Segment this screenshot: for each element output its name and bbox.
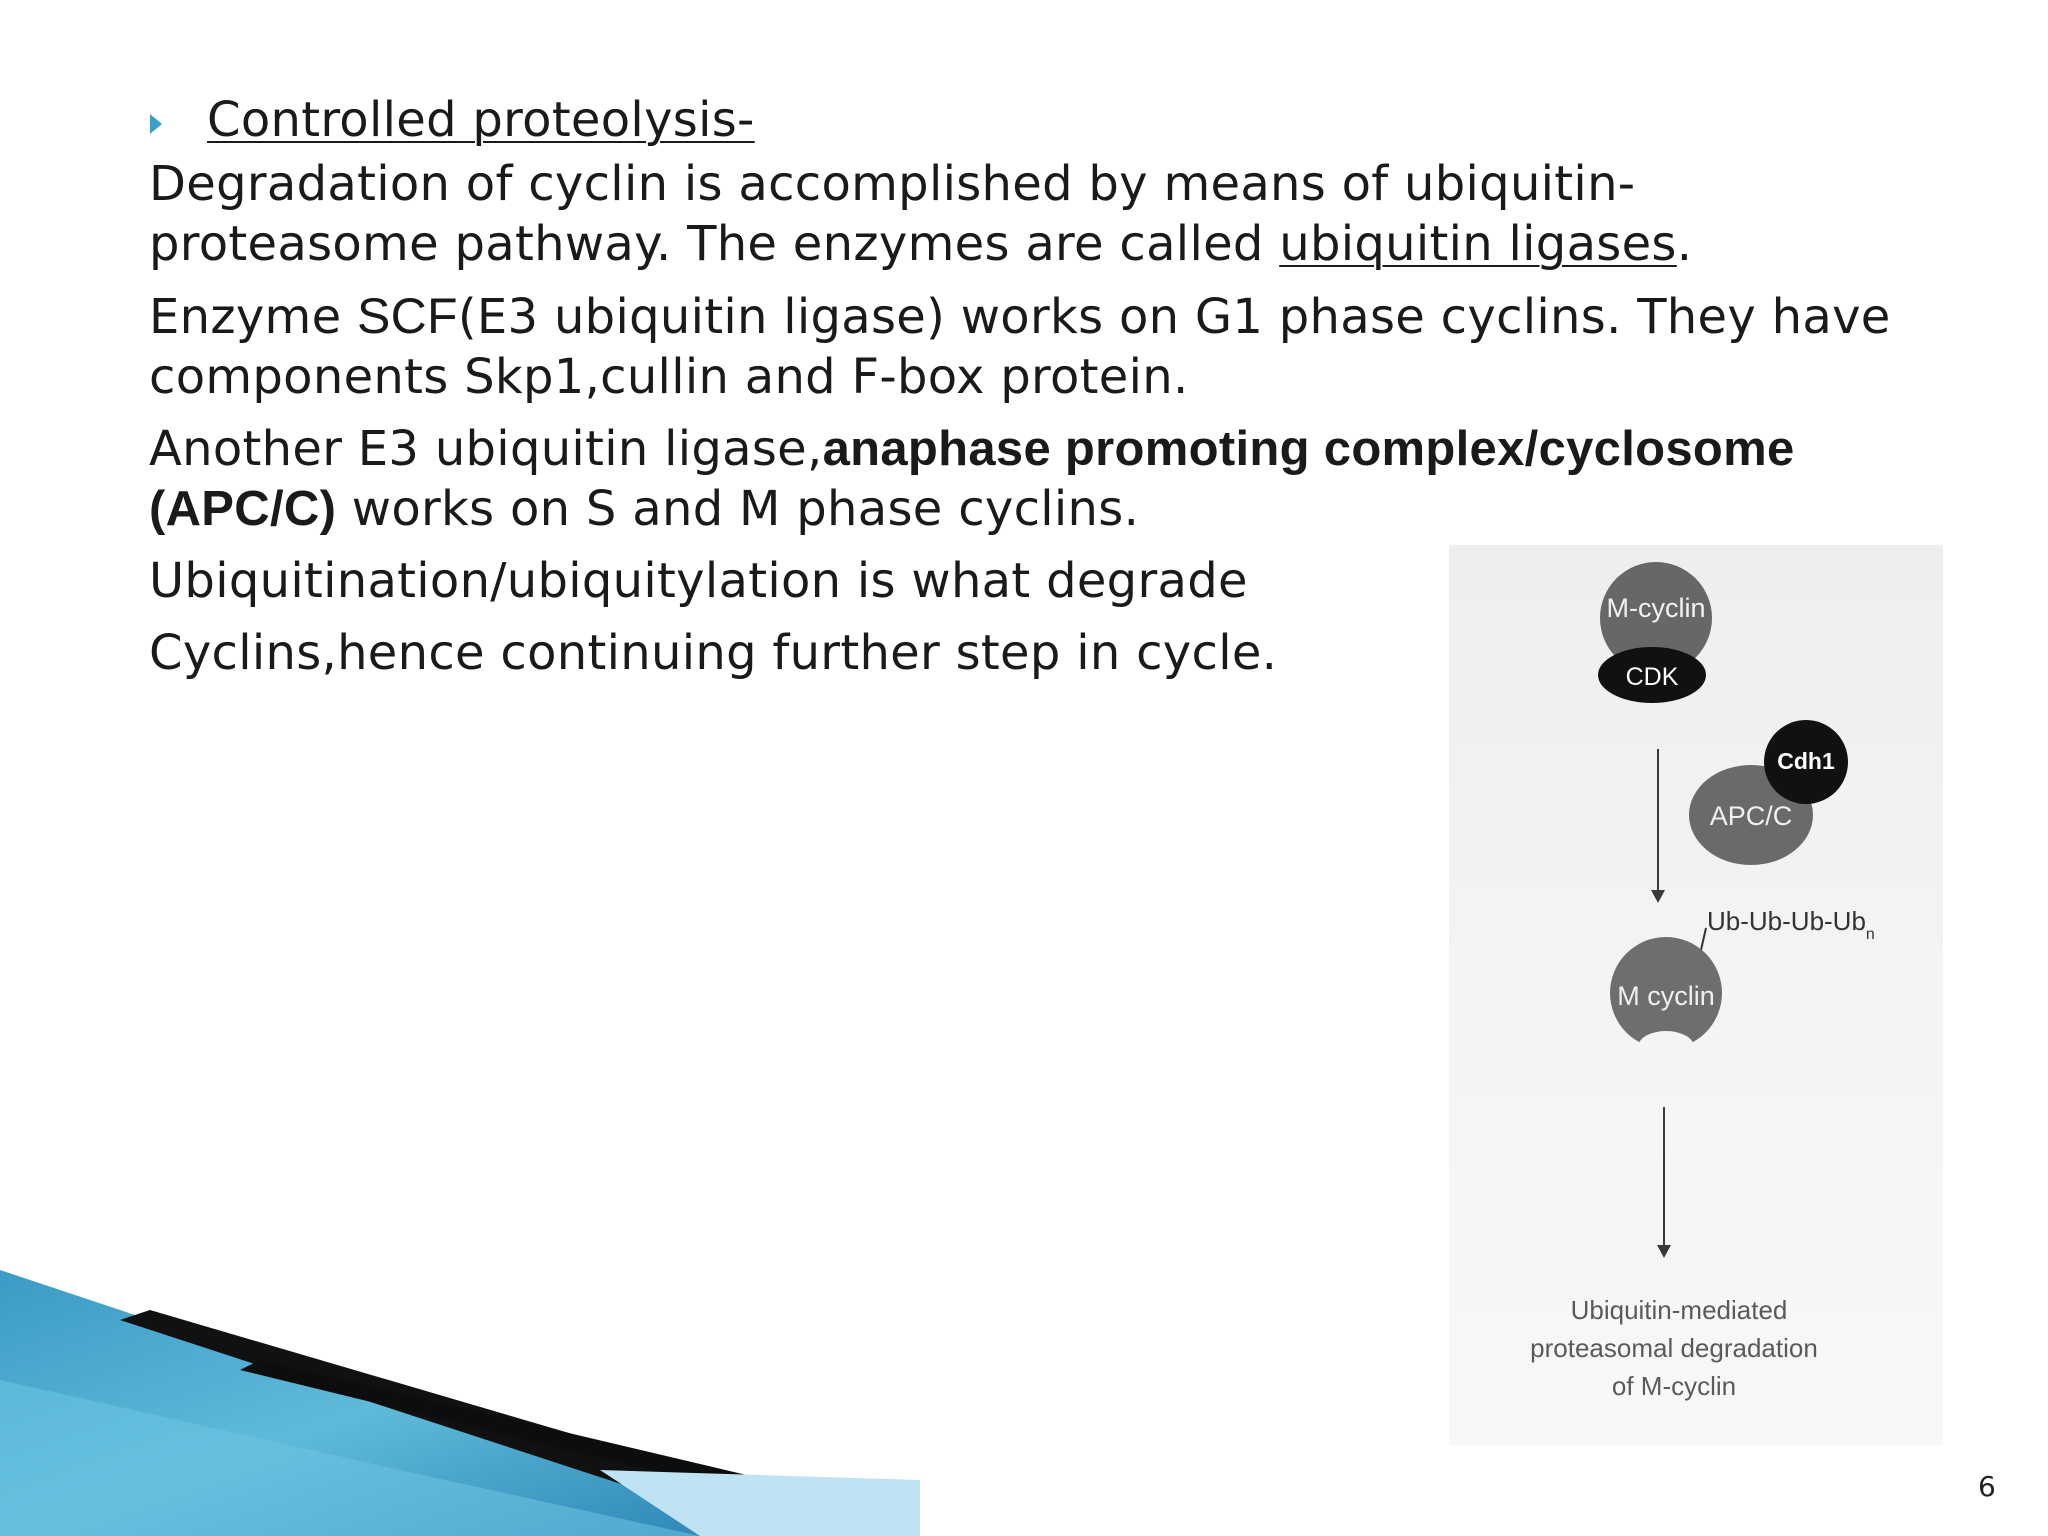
cdh1-label: Cdh1: [1777, 748, 1835, 774]
arrowhead-2: [1657, 1245, 1671, 1258]
paragraph-scf: Enzyme SCF(E3 ubiquitin ligase) works on G1 phase cyclins. They have components Skp1,cullin and F-box protein.: [149, 288, 1891, 405]
caption-line-1: Ubiquitin-mediated: [1570, 1295, 1788, 1325]
paragraph-ubiquitination: Ubiquitination/ubiquitylation is what degrade: [149, 553, 1248, 609]
corner-swoosh-decoration: [0, 1270, 920, 1536]
ub-tether: [1701, 928, 1706, 950]
apc-term: anaphase promoting complex/cyclosome: [822, 422, 1795, 476]
apcc-label: APC/C: [1709, 801, 1793, 831]
apc-abbrev: (APC/C): [149, 482, 337, 536]
m-cyclin2-label: M cyclin: [1617, 981, 1715, 1011]
caption-line-3: of M-cyclin: [1611, 1371, 1737, 1401]
slide-heading: Controlled proteolysis-: [207, 92, 755, 148]
arrowhead-1: [1651, 890, 1665, 903]
paragraph-degradation: Degradation of cyclin is accomplished by means of ubiquitin- proteasome pathway. The enzymes are called ubiquitin ligases.: [149, 156, 1693, 272]
ubiquitin-ligases-term: ubiquitin ligases: [1279, 216, 1677, 272]
cdk-label: CDK: [1625, 663, 1679, 691]
ub-subscript: n: [1865, 926, 1875, 943]
apc-pathway-figure: [1449, 545, 1943, 1445]
scf-term: SCF: [357, 288, 458, 344]
caption-line-2: proteasomal degradation: [1530, 1333, 1818, 1363]
paragraph-apc: Another E3 ubiquitin ligase,anaphase promoting complex/cyclosome (APC/C) works on S and M phase cyclins.: [149, 421, 1795, 537]
page-number: 6: [1978, 1470, 1996, 1503]
m-cyclin-label: M-cyclin: [1606, 593, 1706, 623]
ub-chain-label: $Ub-Ub-Ub-Ub_n$: [1707, 906, 1875, 943]
paragraph-cyclins: Cyclins,hence continuing further step in cycle.: [149, 625, 1278, 681]
